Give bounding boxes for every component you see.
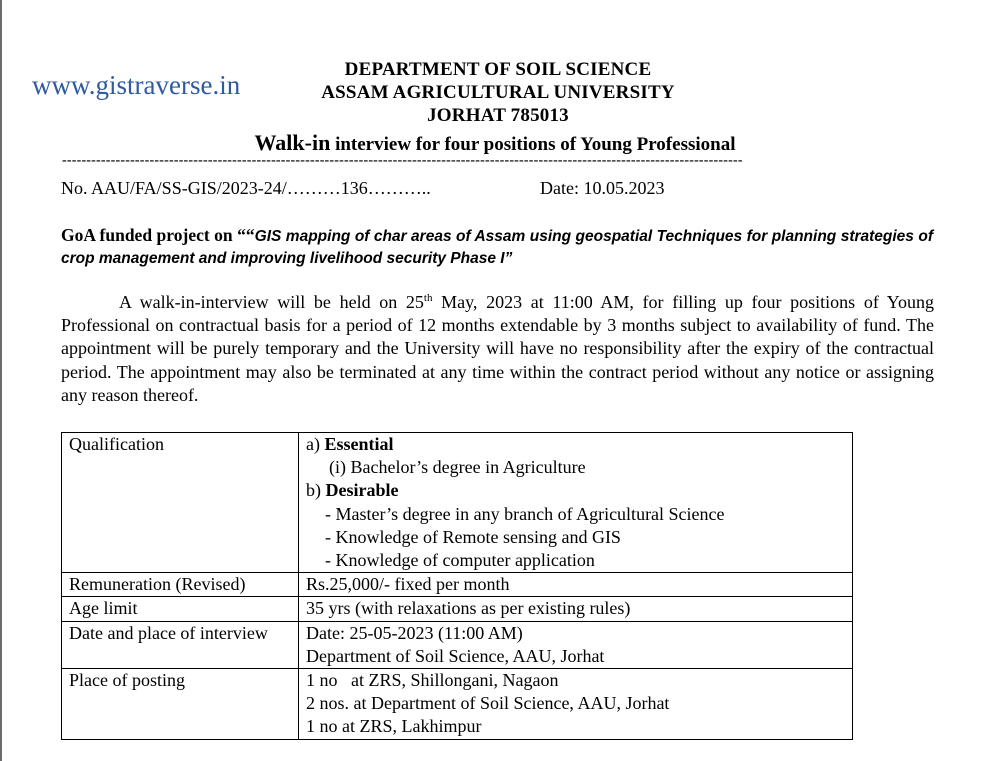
essential-heading	[306, 433, 852, 456]
remuneration-value: Rs.25,000/- fixed per month	[299, 573, 853, 597]
project-title: GIS mapping of char areas of Assam using geospatial Techniques for planning strategies of crop management and improving livelihood security Phase I”	[61, 228, 933, 267]
table-row-remuneration	[62, 573, 853, 597]
desirable-label: Desirable	[325, 480, 399, 501]
university-name: ASSAM AGRICULTURAL UNIVERSITY	[321, 82, 675, 103]
project-quote: ““	[237, 225, 255, 245]
age-label: Age limit	[62, 597, 299, 621]
project-lead: GoA funded project on	[61, 225, 238, 245]
table-row-interview	[62, 621, 853, 668]
project-statement	[61, 224, 933, 270]
interview-place: Department of Soil Science, AAU, Jorhat	[306, 645, 605, 666]
paragraph-superscript: th	[423, 292, 433, 304]
qualification-label: Qualification	[62, 433, 299, 573]
department-name: DEPARTMENT OF SOIL SCIENCE	[344, 59, 652, 80]
notice-title	[0, 130, 990, 156]
body-paragraph	[61, 291, 934, 407]
posting-label: Place of posting	[62, 669, 299, 740]
posting-value	[299, 669, 853, 740]
desirable-item: - Master’s degree in any branch of Agricultural Science	[325, 503, 725, 524]
table-row-qualification	[62, 433, 853, 573]
reference-number: No. AAU/FA/SS-GIS/2023-24/………136………..	[61, 178, 431, 198]
desirable-item: - Knowledge of Remote sensing and GIS	[325, 526, 621, 547]
age-value: 35 yrs (with relaxations as per existing rules)	[299, 597, 853, 621]
interview-value	[299, 621, 853, 668]
essential-prefix: a)	[306, 434, 325, 454]
watermark-url: www.gistraverse.in	[32, 70, 241, 100]
table-row-posting	[62, 669, 853, 740]
desirable-heading	[306, 479, 852, 502]
interview-date: Date: 25-05-2023 (11:00 AM)	[306, 622, 523, 643]
desirable-prefix: b)	[306, 480, 326, 501]
separator-line: --------------------------------------------------------------------------------------------------------------------------------------------	[62, 154, 743, 168]
paragraph-part2: May, 2023 at 11:00 AM, for filling up four positions of Young Professional on contractual basis for a period of 12 months extendable by 3 months subject to availability of fund. The appointment will be purely temporary and the University will have no responsibility after the expiry of the contractual period. The appointment may also be terminated at any time within the contract period without any notice or assigning any reason thereof.	[61, 292, 934, 405]
qualification-value	[299, 433, 853, 573]
remuneration-label: Remuneration (Revised)	[62, 573, 299, 597]
notice-title-rest: interview for four positions of Young Professional	[330, 134, 736, 155]
interview-label: Date and place of interview	[62, 621, 299, 668]
essential-item: (i) Bachelor’s degree in Agriculture	[329, 457, 586, 478]
desirable-item: - Knowledge of computer application	[325, 550, 595, 571]
details-table	[61, 432, 853, 740]
posting-line: 2 nos. at Department of Soil Science, AAU, Jorhat	[306, 693, 670, 714]
posting-line: 1 no at ZRS, Lakhimpur	[306, 716, 482, 737]
university-address: JORHAT 785013	[427, 105, 569, 126]
posting-line: 1 no at ZRS, Shillongani, Nagaon	[306, 670, 559, 691]
essential-label: Essential	[324, 434, 394, 454]
notice-title-lead: Walk-in	[254, 130, 331, 155]
notice-date: Date: 10.05.2023	[540, 178, 665, 198]
page-left-border	[0, 0, 2, 761]
paragraph-part1: A walk-in-interview will be held on 25	[119, 292, 424, 312]
table-row-age	[62, 597, 853, 621]
